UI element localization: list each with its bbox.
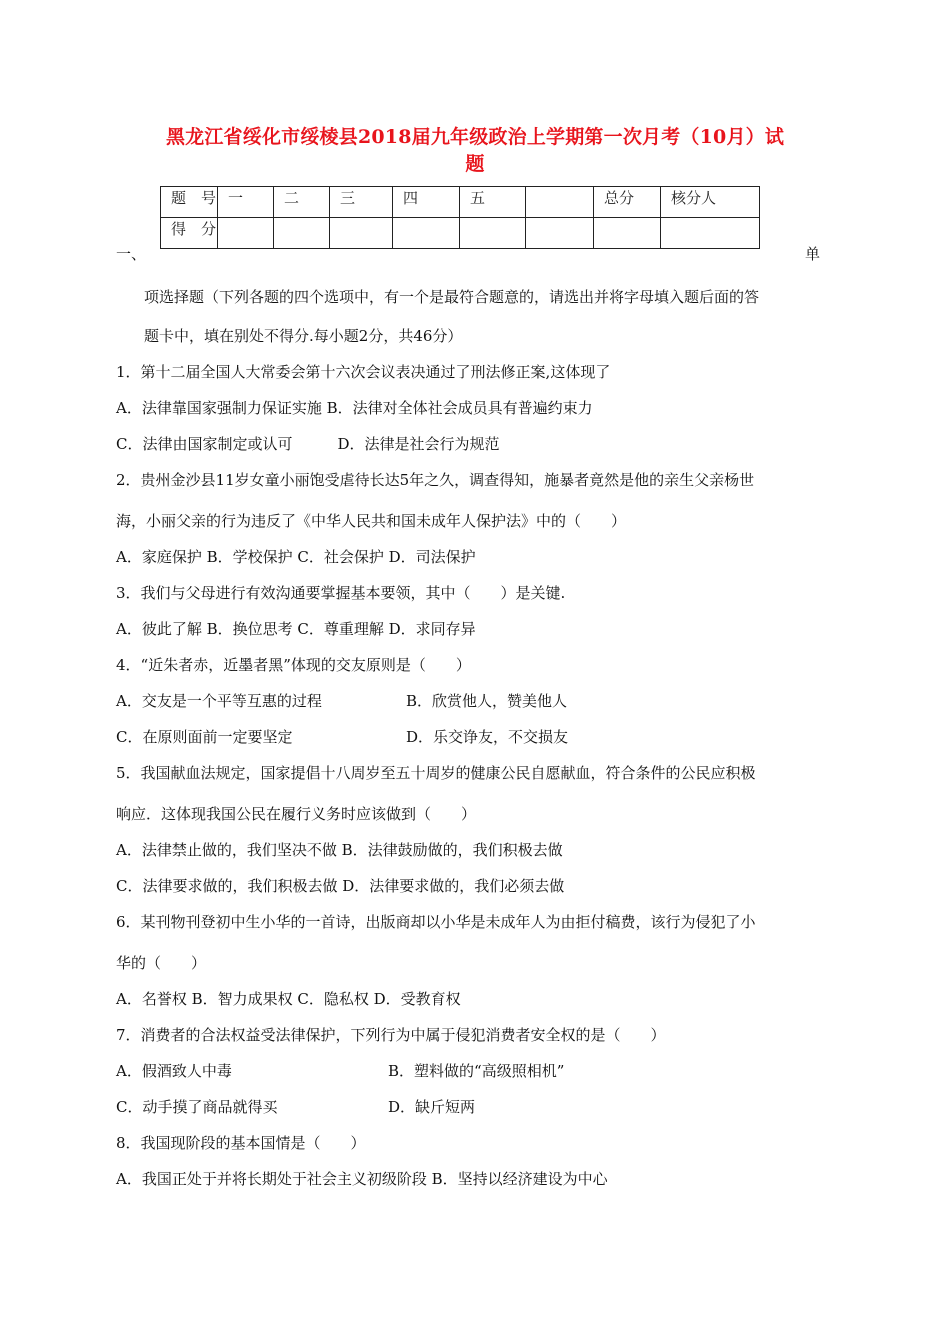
q1-options-cd: C．法律由国家制定或认可 D．法律是社会行为规范 [116, 435, 500, 453]
q7-option-c: C．动手摸了商品就得买 [116, 1098, 278, 1116]
score-cell[interactable] [393, 218, 460, 249]
q2-options: A．家庭保护 B．学校保护 C．社会保护 D．司法保护 [116, 548, 476, 566]
score-cell[interactable] [330, 218, 393, 249]
score-header-cell [526, 187, 594, 218]
score-cell[interactable] [460, 218, 526, 249]
q7-option-a: A．假酒致人中毒 [116, 1062, 232, 1080]
title-line-2: 题 [465, 153, 485, 175]
score-header-cell: 五 [460, 187, 526, 218]
question-5-line-1: 5．我国献血法规定，国家提倡十八周岁至五十周岁的健康公民自愿献血，符合条件的公民应积极 [116, 764, 756, 782]
title-line-1: 黑龙江省绥化市绥棱县2018届九年级政治上学期第一次月考（10月）试 [165, 126, 785, 148]
question-8: 8．我国现阶段的基本国情是（ ） [116, 1134, 366, 1152]
question-2-line-1: 2．贵州金沙县11岁女童小丽饱受虐待长达5年之久，调查得知，施暴者竟然是他的亲生父亲杨世 [116, 471, 755, 489]
question-3: 3．我们与父母进行有效沟通要掌握基本要领，其中（ ）是关键. [116, 584, 566, 602]
score-header-cell: 核分人 [661, 187, 760, 218]
section-number: 一、 [116, 245, 147, 263]
score-cell[interactable] [274, 218, 330, 249]
q7-option-b: B．塑料做的“高级照相机” [388, 1062, 565, 1080]
q8-options-ab: A．我国正处于并将长期处于社会主义初级阶段 B．坚持以经济建设为中心 [116, 1170, 608, 1188]
score-header-cell: 三 [330, 187, 393, 218]
score-header-cell: 二 [274, 187, 330, 218]
q1-options-ab: A．法律靠国家强制力保证实施 B．法律对全体社会成员具有普遍约束力 [116, 399, 593, 417]
question-5-line-2: 响应．这体现我国公民在履行义务时应该做到（ ） [116, 805, 477, 823]
q4-option-c: C．在原则面前一定要坚定 [116, 728, 293, 746]
document-title [100, 124, 850, 178]
q5-options-cd: C．法律要求做的，我们积极去做 D．法律要求做的，我们必须去做 [116, 877, 565, 895]
q7-option-d: D．缺斤短两 [388, 1098, 476, 1116]
q4-option-a: A．交友是一个平等互惠的过程 [116, 692, 322, 710]
section-instructions-line-1: 项选择题（下列各题的四个选项中，有一个是最符合题意的，请选出并将字母填入题后面的答 [144, 288, 760, 306]
section-instructions-line-2: 题卡中，填在别处不得分.每小题2分，共46分） [144, 327, 463, 345]
score-header-cell: 一 [218, 187, 274, 218]
score-cell[interactable] [526, 218, 594, 249]
score-header-cell: 总分 [594, 187, 661, 218]
q4-option-d: D．乐交诤友，不交损友 [406, 728, 569, 746]
question-7: 7．消费者的合法权益受法律保护，下列行为中属于侵犯消费者安全权的是（ ） [116, 1026, 666, 1044]
q5-options-ab: A．法律禁止做的，我们坚决不做 B．法律鼓励做的，我们积极去做 [116, 841, 563, 859]
score-row-label: 得 分 [161, 218, 218, 249]
question-6-line-2: 华的（ ） [116, 954, 207, 972]
question-2-line-2: 海，小丽父亲的行为违反了《中华人民共和国未成年人保护法》中的（ ） [116, 512, 627, 530]
q4-option-b: B．欣赏他人，赞美他人 [406, 692, 568, 710]
score-header-cell: 题 号 [161, 187, 218, 218]
score-table [160, 186, 760, 249]
score-table-header-row [161, 187, 760, 218]
score-header-cell: 四 [393, 187, 460, 218]
section-heading-tail: 单 [805, 245, 821, 263]
score-table-score-row [161, 218, 760, 249]
score-cell[interactable] [661, 218, 760, 249]
question-1: 1．第十二届全国人大常委会第十六次会议表决通过了刑法修正案,这体现了 [116, 363, 611, 381]
score-cell[interactable] [594, 218, 661, 249]
q6-options: A．名誉权 B．智力成果权 C．隐私权 D．受教育权 [116, 990, 461, 1008]
q3-options: A．彼此了解 B．换位思考 C．尊重理解 D．求同存异 [116, 620, 476, 638]
question-6-line-1: 6．某刊物刊登初中生小华的一首诗，出版商却以小华是未成年人为由拒付稿费，该行为侵犯了小 [116, 913, 756, 931]
question-4: 4．“近朱者赤，近墨者黑”体现的交友原则是（ ） [116, 656, 471, 674]
score-cell[interactable] [218, 218, 274, 249]
